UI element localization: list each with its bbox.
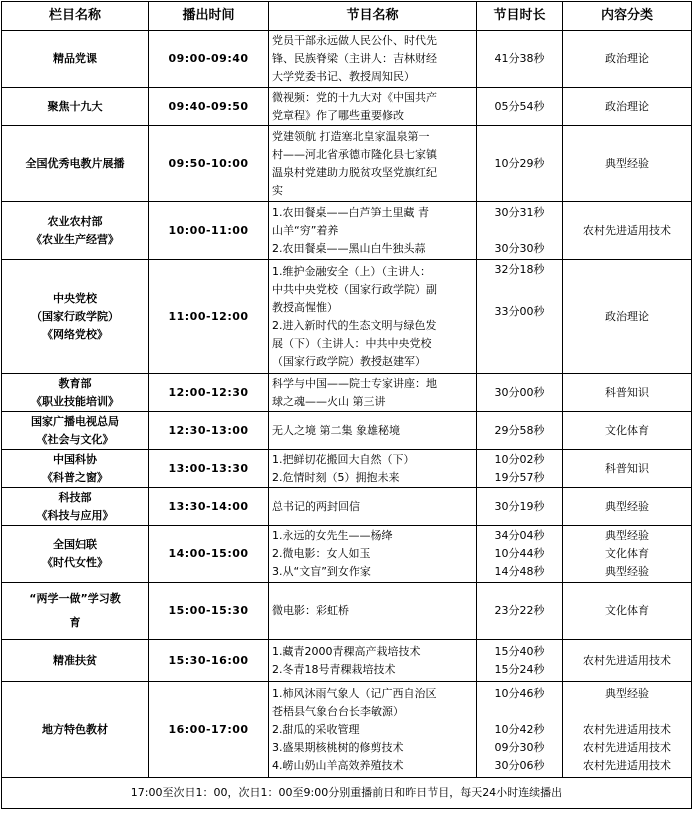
program-line: 2.农田餐桌——黑山白牛独头蒜 <box>272 241 426 255</box>
spacer <box>566 703 688 721</box>
air-time-cell: 10:00-11:00 <box>149 202 269 260</box>
duration-line: 32分18秒 <box>494 263 545 276</box>
column-name-line: 农业农村部 <box>47 214 103 228</box>
program-line: 微电影：彩虹桥 <box>272 604 349 617</box>
category-cell <box>563 488 692 526</box>
column-name-line: 中央党校 <box>53 291 97 305</box>
program-line: （国家行政学院）教授赵建军） <box>272 354 426 368</box>
duration-line: 30分30秒 <box>494 241 545 255</box>
category-line: 政治理论 <box>605 99 649 113</box>
table-row <box>2 126 692 202</box>
header-duration: 节目时长 <box>477 2 563 31</box>
air-time-cell: 14:00-15:00 <box>149 526 269 583</box>
category-line: 科普知识 <box>605 461 649 475</box>
table-row <box>2 640 692 682</box>
category-cell <box>563 682 692 778</box>
program-cell <box>269 260 477 374</box>
column-name-line: 育 <box>69 616 81 629</box>
duration-line: 34分04秒 <box>494 529 545 542</box>
column-name-cell <box>2 260 149 374</box>
program-line: 球之魂——火山 第三讲 <box>272 394 386 408</box>
program-line: 党章程》作了哪些重要修改 <box>272 108 404 122</box>
duration-cell <box>477 526 563 583</box>
program-line: 中共中央党校（国家行政学院）副 <box>272 282 437 296</box>
program-line: 1.藏青2000青稞高产栽培技术 <box>272 644 421 658</box>
category-line: 文化体育 <box>605 423 649 437</box>
category-cell <box>563 202 692 260</box>
category-cell <box>563 412 692 450</box>
category-line: 科普知识 <box>605 385 649 399</box>
table-row <box>2 88 692 126</box>
category-line: 农村先进适用技术 <box>583 758 671 772</box>
duration-cell <box>477 488 563 526</box>
category-line: 政治理论 <box>605 309 649 323</box>
program-line: 锋、民族脊梁（主讲人：吉林财经 <box>272 52 437 65</box>
duration-line: 41分38秒 <box>494 52 545 65</box>
category-cell <box>563 450 692 488</box>
program-line: 2.冬青18号青稞栽培技术 <box>272 662 396 676</box>
column-name-line: 《农业生产经营》 <box>31 232 119 246</box>
air-time-cell: 15:00-15:30 <box>149 583 269 640</box>
program-cell <box>269 412 477 450</box>
program-line: 教授高惺惟） <box>272 300 338 314</box>
category-line: 政治理论 <box>605 52 649 65</box>
program-cell <box>269 126 477 202</box>
column-name-line: 国家广播电视总局 <box>31 414 119 428</box>
air-time-cell: 09:50-10:00 <box>149 126 269 202</box>
air-time-cell: 12:30-13:00 <box>149 412 269 450</box>
program-cell <box>269 202 477 260</box>
column-name-cell <box>2 126 149 202</box>
program-cell <box>269 526 477 583</box>
category-cell <box>563 374 692 412</box>
category-line: 农村先进适用技术 <box>583 653 671 667</box>
column-name-cell <box>2 31 149 88</box>
header-column-name: 栏目名称 <box>2 2 149 31</box>
column-name-line: 全国优秀电教片展播 <box>25 156 125 170</box>
table-row <box>2 412 692 450</box>
program-line: 1.把鲜切花搬回大自然（下） <box>272 452 415 466</box>
program-line: 2.危情时刻（5）拥抱未来 <box>272 470 400 484</box>
category-cell <box>563 260 692 374</box>
column-name-cell <box>2 640 149 682</box>
table-row <box>2 450 692 488</box>
header-category: 内容分类 <box>563 2 692 31</box>
table-row <box>2 526 692 583</box>
program-line: 大学党委书记、教授周知民） <box>272 70 415 83</box>
header-program-name: 节目名称 <box>269 2 477 31</box>
duration-line: 10分02秒 <box>494 452 545 466</box>
duration-line: 10分29秒 <box>494 156 545 170</box>
column-name-line: 全国妇联 <box>53 538 97 551</box>
category-line: 典型经验 <box>605 529 649 542</box>
column-name-cell <box>2 450 149 488</box>
table-row <box>2 202 692 260</box>
duration-line: 30分31秒 <box>494 205 545 219</box>
duration-line: 05分54秒 <box>494 99 545 113</box>
program-line: 2.甜瓜的采收管理 <box>272 722 360 736</box>
program-line: 1.维护金融安全（上）（主讲人： <box>272 264 431 278</box>
column-name-line: 《科技与应用》 <box>36 508 114 522</box>
program-line: 1.柿风沐雨气象人（记广西自治区 <box>272 686 437 700</box>
program-cell <box>269 31 477 88</box>
program-cell <box>269 374 477 412</box>
column-name-line: （国家行政学院） <box>31 309 119 323</box>
program-line: 4.崂山奶山羊高效养殖技术 <box>272 758 404 772</box>
column-name-cell <box>2 374 149 412</box>
program-cell <box>269 450 477 488</box>
spacer <box>480 222 559 240</box>
program-line: 党建领航 打造塞北皇家温泉第一 <box>272 129 430 143</box>
category-line: 文化体育 <box>605 604 649 617</box>
air-time-cell: 09:40-09:50 <box>149 88 269 126</box>
header-row <box>2 2 692 31</box>
table-row <box>2 583 692 640</box>
category-line: 典型经验 <box>605 156 649 170</box>
program-cell <box>269 488 477 526</box>
program-line: 无人之境 第二集 象雄秘境 <box>272 423 400 437</box>
column-name-line: 中国科协 <box>53 452 97 466</box>
category-cell <box>563 88 692 126</box>
column-name-line: 《时代女性》 <box>42 556 108 569</box>
program-line: 实 <box>272 183 283 197</box>
program-line: 山羊“穷”着养 <box>272 223 339 237</box>
program-line: 2.微电影：女人如玉 <box>272 547 371 560</box>
column-name-line: 《社会与文化》 <box>36 432 114 446</box>
column-name-line: 地方特色教材 <box>42 722 108 736</box>
category-line: 典型经验 <box>605 686 649 700</box>
duration-cell <box>477 583 563 640</box>
spacer <box>480 703 559 721</box>
category-cell <box>563 526 692 583</box>
program-line: 2.进入新时代的生态文明与绿色发 <box>272 318 437 332</box>
air-time-cell: 12:00-12:30 <box>149 374 269 412</box>
duration-cell <box>477 374 563 412</box>
footer-row <box>2 778 692 809</box>
duration-line: 30分00秒 <box>494 385 545 399</box>
category-line: 农村先进适用技术 <box>583 740 671 754</box>
category-line: 典型经验 <box>605 499 649 513</box>
table-row <box>2 488 692 526</box>
table-row <box>2 682 692 778</box>
program-cell <box>269 88 477 126</box>
duration-cell <box>477 450 563 488</box>
column-name-line: 聚焦十九大 <box>47 99 103 113</box>
duration-line: 14分48秒 <box>494 565 545 578</box>
program-line: 3.从“文盲”到女作家 <box>272 565 371 578</box>
program-cell <box>269 682 477 778</box>
duration-line: 15分40秒 <box>494 644 545 658</box>
column-name-cell <box>2 412 149 450</box>
program-line: 党员干部永远做人民公仆、时代先 <box>272 34 437 47</box>
category-cell <box>563 640 692 682</box>
header-air-time: 播出时间 <box>149 2 269 31</box>
air-time-cell: 16:00-17:00 <box>149 682 269 778</box>
category-line: 农村先进适用技术 <box>583 223 671 237</box>
program-cell <box>269 583 477 640</box>
column-name-cell <box>2 88 149 126</box>
program-line: 展（下）（主讲人：中共中央党校 <box>272 336 432 350</box>
category-line: 文化体育 <box>605 547 649 560</box>
column-name-line: 《科普之窗》 <box>42 470 108 484</box>
duration-cell <box>477 640 563 682</box>
program-line: 1.永远的女先生——杨绛 <box>272 529 393 542</box>
table-row <box>2 31 692 88</box>
duration-line: 23分22秒 <box>494 604 545 617</box>
category-cell <box>563 31 692 88</box>
duration-line: 33分00秒 <box>494 305 545 318</box>
duration-line: 19分57秒 <box>494 470 545 484</box>
duration-cell <box>477 88 563 126</box>
duration-cell <box>477 202 563 260</box>
duration-cell <box>477 260 563 374</box>
air-time-cell: 13:00-13:30 <box>149 450 269 488</box>
duration-line: 09分30秒 <box>494 740 545 754</box>
program-line: 1.农田餐桌——白芦笋土里藏 青 <box>272 205 429 219</box>
column-name-line: 精品党课 <box>53 52 97 65</box>
duration-line: 10分46秒 <box>494 686 545 700</box>
category-line: 农村先进适用技术 <box>583 722 671 736</box>
duration-line: 10分44秒 <box>494 547 545 560</box>
duration-cell <box>477 412 563 450</box>
column-name-cell <box>2 583 149 640</box>
program-line: 苍梧县气象台台长李敏源） <box>272 704 404 718</box>
duration-line: 10分42秒 <box>494 722 545 736</box>
air-time-cell: 15:30-16:00 <box>149 640 269 682</box>
program-line: 总书记的两封回信 <box>272 499 360 513</box>
column-name-line: 精准扶贫 <box>53 653 97 667</box>
column-name-line: 教育部 <box>58 376 92 390</box>
column-name-line: 《网络党校》 <box>42 327 108 341</box>
column-name-line: “两学一做”学习教 <box>29 592 121 605</box>
category-line: 典型经验 <box>605 565 649 578</box>
air-time-cell: 13:30-14:00 <box>149 488 269 526</box>
program-line: 微视频：党的十九大对《中国共产 <box>272 90 437 104</box>
duration-line: 29分58秒 <box>494 423 545 437</box>
rebroadcast-note: 17:00至次日1：00，次日1：00至9:00分别重播前日和昨日节目，每天24小时连续播出 <box>2 778 692 809</box>
category-cell <box>563 583 692 640</box>
program-line: 3.盛果期核桃树的修剪技术 <box>272 740 404 754</box>
program-cell <box>269 640 477 682</box>
air-time-cell: 11:00-12:00 <box>149 260 269 374</box>
duration-line: 30分19秒 <box>494 499 545 513</box>
duration-cell <box>477 31 563 88</box>
duration-line: 30分06秒 <box>494 758 545 772</box>
air-time-cell: 09:00-09:40 <box>149 31 269 88</box>
duration-cell <box>477 682 563 778</box>
column-name-line: 科技部 <box>58 490 92 504</box>
column-name-cell <box>2 526 149 583</box>
table-row <box>2 374 692 412</box>
table-row <box>2 260 692 374</box>
program-line: 科学与中国——院士专家讲座：地 <box>272 376 437 390</box>
column-name-cell <box>2 202 149 260</box>
program-line: 村——河北省承德市隆化县七家镇 <box>272 147 437 161</box>
column-name-line: 《职业技能培训》 <box>31 394 119 408</box>
duration-cell <box>477 126 563 202</box>
duration-line: 15分24秒 <box>494 662 545 676</box>
category-cell <box>563 126 692 202</box>
column-name-cell <box>2 682 149 778</box>
spacer <box>480 279 559 297</box>
schedule-table <box>1 1 692 809</box>
program-line: 温泉村党建助力脱贫攻坚党旗红纪 <box>272 165 437 179</box>
column-name-cell <box>2 488 149 526</box>
